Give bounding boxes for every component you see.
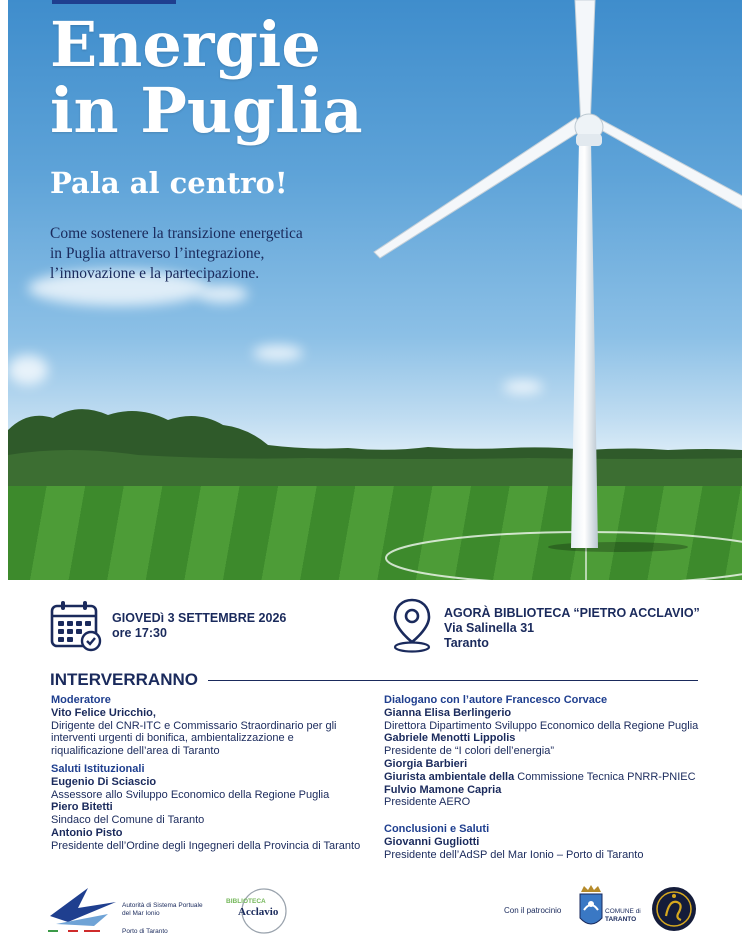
taranto-crest-icon xyxy=(578,884,604,932)
speaker-name: Gianna Elisa Berlingerio xyxy=(384,706,512,719)
top-accent-bar xyxy=(52,0,176,4)
speaker-name: Piero Bitetti xyxy=(51,801,113,814)
engineers-order-seal-icon xyxy=(651,886,697,932)
page-subtitle: Pala al centro! xyxy=(50,166,288,200)
speakers-heading: INTERVERRANNO xyxy=(50,670,198,689)
moderator-role: riqualificazione dell’area di Taranto xyxy=(51,745,220,758)
speaker-name: Giovanni Gugliotti xyxy=(384,835,480,848)
map-pin-icon xyxy=(390,596,434,654)
adsp-text: del Mar Ionio xyxy=(122,909,160,917)
description-line: in Puglia attraverso l’integrazione, xyxy=(50,245,265,262)
speaker-role: Assessore allo Sviluppo Economico della Regione Puglia xyxy=(51,788,330,801)
dialogue-heading: Dialogano con l’autore Francesco Corvace xyxy=(384,694,608,706)
acclavio-label: Acclavio xyxy=(238,906,279,918)
footer-logos xyxy=(0,880,750,938)
title-line-1: Energie xyxy=(50,8,321,81)
speaker-role: Direttora Dipartimento Sviluppo Economico della Regione Puglia xyxy=(384,719,699,732)
title-line-2: in Puglia xyxy=(50,74,363,147)
adsp-logo xyxy=(48,884,218,938)
moderator-heading: Moderatore xyxy=(51,694,111,706)
venue-address: Via Salinella 31 xyxy=(444,621,535,635)
description-line: l’innovazione e la partecipazione. xyxy=(50,265,260,282)
biblioteca-label: BIBLIOTECA xyxy=(226,898,266,905)
speaker-name: Eugenio Di Sciascio xyxy=(51,775,157,788)
speaker-role-rest: Commissione Tecnica PNRR-PNIEC xyxy=(517,770,696,783)
event-description xyxy=(50,224,350,284)
description-line: Come sostenere la transizione energetica xyxy=(50,225,303,242)
page-title xyxy=(50,8,363,147)
speaker-role: Presidente dell’AdSP del Mar Ionio – Porto di Taranto xyxy=(384,848,644,861)
comune-line: TARANTO xyxy=(605,915,637,923)
calendar-check-icon xyxy=(50,600,102,652)
adsp-text: Autorità di Sistema Portuale xyxy=(122,902,203,909)
speaker-role: Presidente dell’Ordine degli Ingegneri della Provincia di Taranto xyxy=(51,839,361,852)
speakers-left-column xyxy=(51,694,381,853)
speakers-right-column xyxy=(384,694,724,862)
adsp-logo-text xyxy=(122,902,203,917)
moderator-role: Dirigente del CNR-ITC e Commissario Straordinario per gli xyxy=(51,719,337,732)
date-time-text xyxy=(112,611,286,641)
event-date: GIOVEDì 3 SETTEMBRE 2026 xyxy=(112,611,287,625)
adsp-logo-icon xyxy=(48,886,118,932)
speaker-role-bold: Giurista ambientale della xyxy=(384,770,518,783)
conclusions-heading: Conclusioni e Saluti xyxy=(384,823,490,836)
speaker-name: Giorgia Barbieri xyxy=(384,757,468,770)
speaker-role: Sindaco del Comune di Taranto xyxy=(51,814,205,827)
speaker-role: Presidente de “I colori dell’energia” xyxy=(384,745,554,758)
adsp-port-text: Porto di Taranto xyxy=(122,928,168,935)
speaker-name: Antonio Pisto xyxy=(51,826,123,839)
comune-taranto-logo xyxy=(578,882,648,936)
speaker-name: Gabriele Menotti Lippolis xyxy=(384,732,516,745)
speaker-role xyxy=(384,771,724,784)
location-text xyxy=(444,606,700,651)
biblioteca-acclavio-logo xyxy=(224,886,296,936)
moderator-name: Vito Felice Uricchio, xyxy=(51,706,156,719)
comune-text xyxy=(605,908,641,923)
moderator-role: interventi urgenti di bonifica, ambientalizzazione e xyxy=(51,732,294,745)
venue-city: Taranto xyxy=(444,636,489,650)
event-datetime xyxy=(50,596,350,656)
speaker-role: Presidente AERO xyxy=(384,796,471,809)
event-location xyxy=(388,596,728,656)
event-time: ore 17:30 xyxy=(112,626,167,640)
patronage-label: Con il patrocinio xyxy=(504,906,562,915)
greetings-heading: Saluti Istituzionali xyxy=(51,762,145,775)
heading-divider xyxy=(208,680,698,681)
venue-name: AGORÀ BIBLIOTECA “PIETRO ACCLAVIO” xyxy=(444,606,700,620)
comune-line: COMUNE di xyxy=(605,908,641,915)
speaker-name: Fulvio Mamone Capria xyxy=(384,783,502,796)
